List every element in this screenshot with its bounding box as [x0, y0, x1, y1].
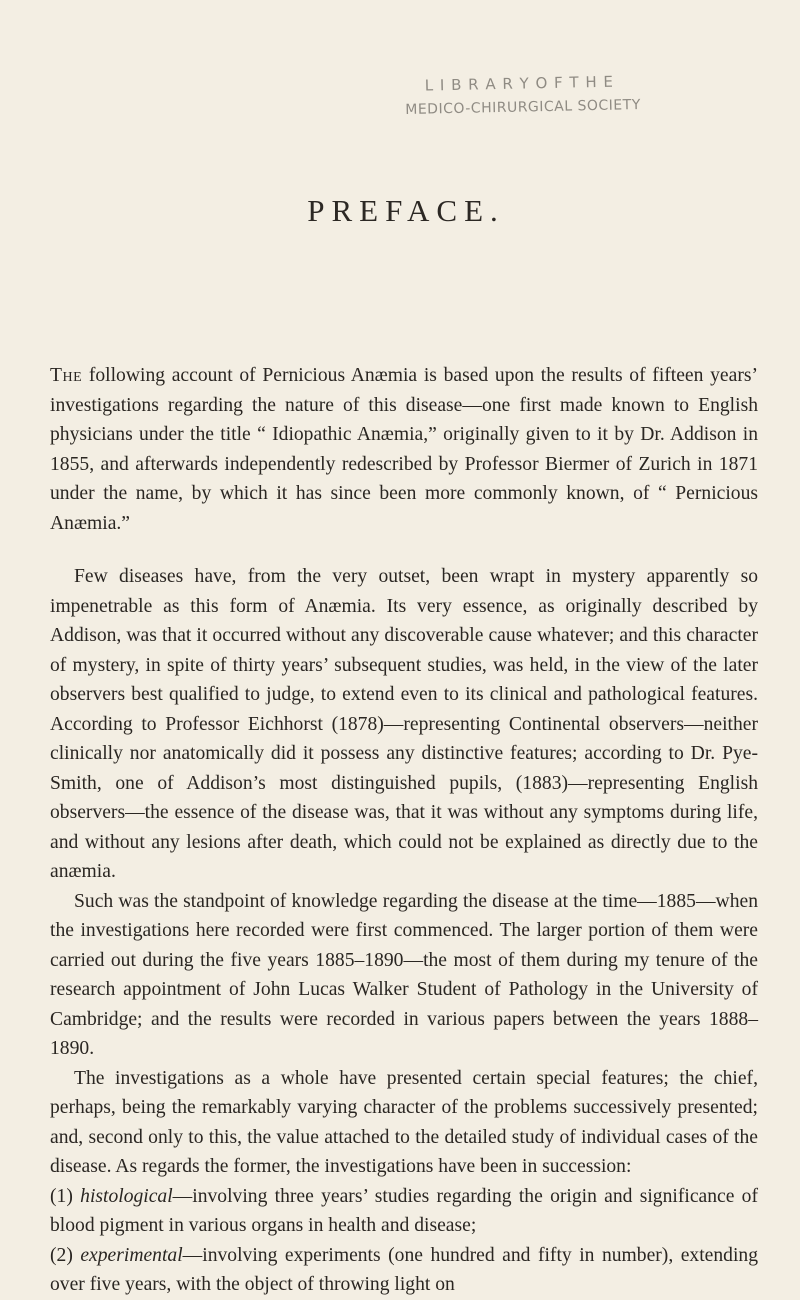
stamp-line-2: MEDICO-CHIRURGICAL SOCIETY	[405, 97, 641, 118]
list-item-1-text: —involving three years’ studies regarding the origin and significance of blood pigment in various organs in health and disease;	[50, 1185, 759, 1236]
list-item-2-term: experimental	[80, 1244, 183, 1266]
library-stamp	[405, 66, 766, 121]
paragraph-4-intro: The investigations as a whole have presented certain special features; the chief, perhaps, being the remarkably varying character of the problems successively presented; and, second only to this, the value attached to the detailed study of individual cases of the disease. As regards the former, the investigations have been in succession:	[50, 1067, 758, 1177]
list-item-2-number: (2)	[50, 1244, 81, 1266]
paragraph-1-lead: The	[50, 365, 83, 386]
paragraph-1	[50, 361, 758, 538]
paragraph-3: Such was the standpoint of knowledge regarding the disease at the time—1885—when the investigations here recorded were first commenced. The larger portion of them were carried out during the five years 1885–1890—the most of them during my tenure of the research appointment of John Lucas Walker Student of Pathology in the University of Cambridge; and the results were recorded in various papers between the years 1888–1890.	[50, 890, 758, 1059]
paragraph-4	[50, 1064, 758, 1300]
preface-body	[50, 361, 758, 1300]
list-item-1-number: (1)	[50, 1185, 81, 1207]
paragraph-1-text: following account of Pernicious Anæmia is based upon the results of fifteen years’ investigations regarding the nature of this disease—one first made known to English physicians under the title “ Idiopathic Anæmia,” originally given to it by Dr. Addison in 1855, and afterwards independently redescribed by Professor Biermer of Zurich in 1871 under the name, by which it has since been more commonly known, of “ Pernicious Anæmia.”	[50, 365, 758, 534]
list-item-2-text: —involving experiments (one hundred and fifty in number), extending over five years, with the object of throwing light on	[50, 1244, 758, 1295]
page-title: PREFACE.	[307, 193, 505, 228]
stamp-line-1: L I B R A R Y O F T H E	[424, 72, 615, 95]
list-item-2	[50, 1241, 758, 1300]
list-item-1-term: histological	[80, 1185, 173, 1207]
list-item-1	[50, 1182, 758, 1241]
paragraph-2: Few diseases have, from the very outset, been wrapt in mystery apparently so impenetrable as this form of Anæmia. Its very essence, as originally described by Addison, was that it occurred without any discoverable cause whatever; and this character of mystery, in spite of thirty years’ subsequent studies, was held, in the view of the later observers best qualified to judge, to extend even to its clinical and pathological features. According to Professor Eichhorst (1878)—representing Continental observers—neither clinically nor anatomically did it possess any distinctive features; according to Dr. Pye-Smith, one of Addison’s most distinguished pupils, (1883)—representing English observers—the essence of the disease was, that it was without any symptoms during life, and without any lesions after death, which could not be explained as directly due to the anæmia.	[50, 566, 758, 882]
